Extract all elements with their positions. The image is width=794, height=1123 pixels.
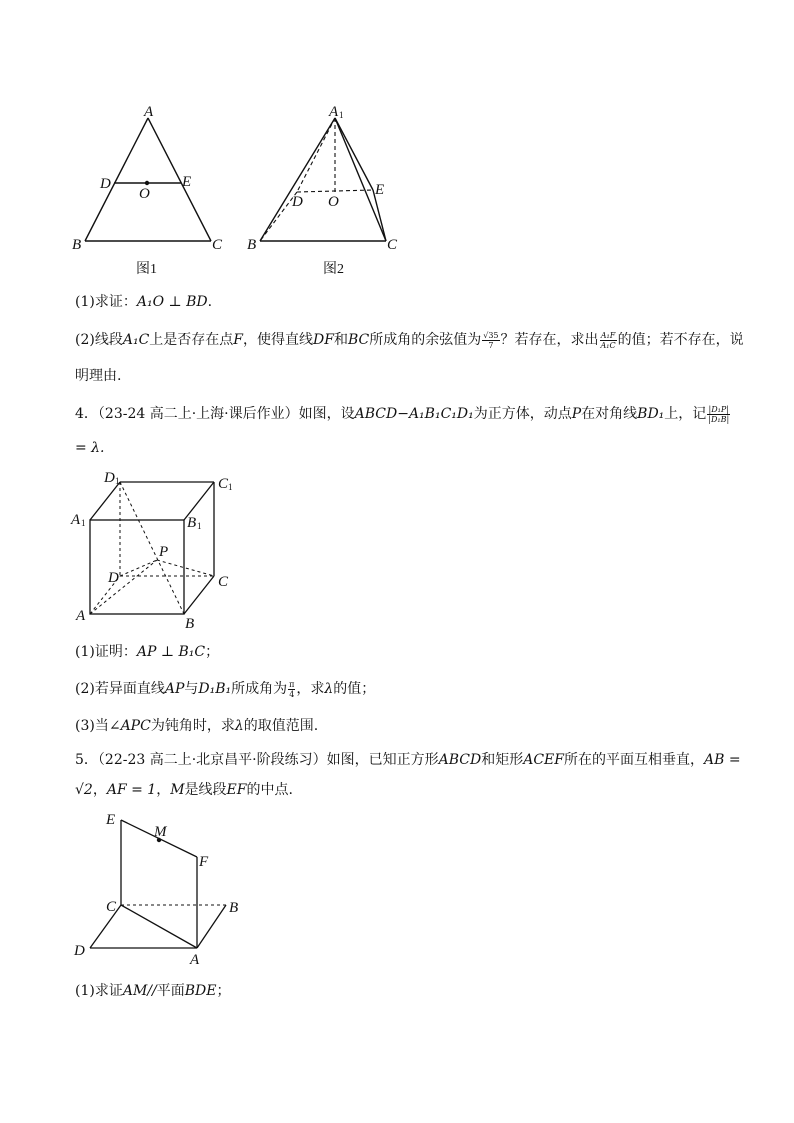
q5-sqrt2: √2 [75, 782, 93, 798]
q3-part2 [75, 330, 744, 350]
label-A1: A [71, 512, 81, 528]
label-A1-sub: 1 [339, 110, 344, 120]
q5-stem [75, 750, 741, 770]
label-D: D [74, 943, 85, 959]
point-O [145, 181, 149, 185]
segment-A1B [260, 118, 335, 241]
q5-m: M [170, 782, 185, 798]
q5-l2d: 的中点. [246, 782, 293, 798]
q3-ratio-den: A₁C [600, 340, 616, 350]
label-B: B [247, 237, 257, 253]
label-M: M [154, 824, 167, 840]
q4-part2 [75, 679, 375, 699]
q5-l2a: ， [92, 782, 107, 798]
label-O: O [328, 194, 339, 210]
q3-math-bc: BC [347, 332, 370, 348]
q4-p2-math2: D₁B₁ [198, 681, 232, 697]
label-D: D [292, 194, 303, 210]
q5-l2b: ， [156, 782, 171, 798]
q4-p1-math: AP ⊥ B₁C [136, 644, 206, 660]
segment-A1C [335, 118, 386, 241]
figure-q5-planes [70, 808, 250, 973]
q3-part1-suffix: . [207, 294, 213, 310]
q3-math-a1c: A₁C [122, 332, 150, 348]
q3-text-d: 和 [333, 332, 348, 348]
q4-part1 [75, 642, 219, 662]
q5-abcd: ABCD [438, 752, 482, 768]
segment-AC [148, 118, 211, 241]
q3-cos-den: 7 [488, 340, 494, 350]
label-E: E [106, 812, 116, 828]
q4-p2-math: AP [164, 681, 185, 697]
label-F: F [199, 854, 209, 870]
q4-p2-mid2: 所成角为 [231, 681, 288, 697]
q4-stem-line2: = λ. [75, 440, 105, 456]
q4-p1-post: ； [205, 644, 220, 660]
q4-p3-math: ∠APC [108, 718, 151, 734]
label-B1-sub: 1 [197, 521, 202, 531]
q3-text-g: 的值；若不存在，说 [617, 332, 744, 348]
q5-p1-math: AM// [122, 983, 157, 999]
q3-text-b: 上是否存在点 [149, 332, 234, 348]
q4-mid1: 为正方体，动点 [473, 406, 572, 422]
q4-bd1: BD₁ [637, 406, 665, 422]
segment-A1D [297, 118, 335, 192]
label-C: C [106, 899, 117, 915]
q5-acef: ACEF [523, 752, 564, 768]
edge-CA [121, 905, 197, 948]
q4-mid3: 上，记 [664, 406, 707, 422]
label-D: D [108, 570, 119, 586]
q4-p3-mid: 为钝角时，求 [150, 718, 235, 734]
q4-cube: ABCD−A₁B₁C₁D₁ [354, 406, 474, 422]
figure-cube [70, 468, 240, 633]
label-B: B [185, 616, 195, 632]
q4-p2-mid3: ，求 [296, 681, 325, 697]
cube-front-face [90, 520, 184, 614]
q4-p: P [571, 406, 582, 422]
q3-text-c: ，使得直线 [243, 332, 313, 348]
figure-1-caption: 图1 [136, 262, 157, 277]
label-C: C [387, 237, 398, 253]
q5-p1-math2: BDE [184, 983, 217, 999]
label-D: D [100, 176, 111, 192]
q4-p3-post: 的取值范围. [243, 718, 319, 734]
label-D1: D [104, 470, 115, 486]
q5-p1-post: ； [216, 983, 231, 999]
segment-PC [157, 560, 214, 576]
q3-part2-line2: 明理由. [75, 368, 122, 384]
q4-angle-num: π [289, 679, 295, 689]
q4-mid2: 在对角线 [581, 406, 638, 422]
q4-angle-den: 4 [289, 689, 295, 699]
label-B: B [72, 237, 82, 253]
q3-cos-fraction [482, 331, 499, 350]
cube-edge-BC [184, 576, 214, 614]
q3-ratio-fraction [600, 331, 617, 350]
q4-p2-math3: λ [324, 681, 334, 697]
q3-math-df: DF [313, 332, 334, 348]
label-A1-sub: 1 [81, 518, 86, 528]
segment-DP [120, 560, 157, 576]
q4-p2-pre: (2)若异面直线 [75, 681, 165, 697]
segment-AB [85, 118, 148, 241]
cube-edge-A1D1 [90, 482, 120, 520]
q4-p3-math2: λ [234, 718, 244, 734]
label-C1-sub: 1 [228, 482, 233, 492]
segment-AP [90, 560, 157, 614]
q3-text-a: (2)线段 [75, 332, 123, 348]
label-D1-sub: 1 [115, 476, 120, 486]
q4-ratio-num: |D₁P| [708, 404, 729, 414]
label-P: P [159, 544, 169, 560]
q4-stem [75, 404, 731, 424]
label-B1: B [187, 515, 197, 531]
diagonal-D1B [120, 482, 184, 614]
q5-p1-mid: 平面 [156, 983, 185, 999]
q5-l2c: 是线段 [184, 782, 227, 798]
label-A1: A [329, 104, 339, 120]
q5-ef: EF [226, 782, 247, 798]
q4-p2-mid: 与 [184, 681, 199, 697]
segment-A1E [335, 118, 373, 190]
figure-1-triangle [70, 100, 240, 280]
q4-p2-post: 的值； [333, 681, 376, 697]
q3-ratio-num: A₁F [600, 330, 616, 340]
q3-part1-text: (1)求证： [75, 294, 137, 310]
label-E: E [182, 174, 192, 190]
label-E: E [375, 182, 385, 198]
q3-math-f: F [233, 332, 243, 348]
q5-mid2: 所在的平面互相垂直， [564, 752, 704, 768]
q5-af: AF = 1 [106, 782, 157, 798]
q3-text-f: ？若存在，求出 [500, 332, 599, 348]
label-O: O [139, 186, 150, 202]
q3-cos-num: √35 [483, 330, 499, 340]
q4-p3-pre: (3)当 [75, 718, 109, 734]
q4-part3 [75, 716, 318, 736]
edge-AB [197, 905, 226, 948]
q5-head: 5．（22-23 高二上·北京昌平·阶段练习）如图，已知正方形 [75, 752, 439, 768]
label-A: A [190, 952, 200, 968]
q3-text-e: 所成角的余弦值为 [369, 332, 482, 348]
q3-part1-math: A₁O ⊥ BD [136, 294, 208, 310]
q3-part1 [75, 292, 212, 312]
label-C: C [212, 237, 223, 253]
label-B: B [229, 900, 239, 916]
q4-head: 4．（23-24 高二上·上海·课后作业）如图，设 [75, 406, 355, 422]
q5-p1-pre: (1)求证 [75, 983, 123, 999]
label-C: C [218, 574, 229, 590]
label-A: A [76, 608, 86, 624]
q5-stem-line2 [75, 780, 293, 800]
q5-mid1: 和矩形 [481, 752, 524, 768]
q4-angle-fraction [288, 680, 295, 699]
q4-ratio-fraction [707, 405, 730, 424]
label-A: A [144, 104, 154, 120]
figure-2-pyramid [245, 100, 415, 280]
q5-abeq: AB = [704, 752, 741, 768]
q5-part1 [75, 981, 230, 1001]
q4-p1-pre: (1)证明： [75, 644, 137, 660]
figure-2-caption: 图2 [323, 262, 344, 277]
label-C1: C [218, 476, 229, 492]
q4-ratio-den: |D₁B| [708, 414, 730, 424]
